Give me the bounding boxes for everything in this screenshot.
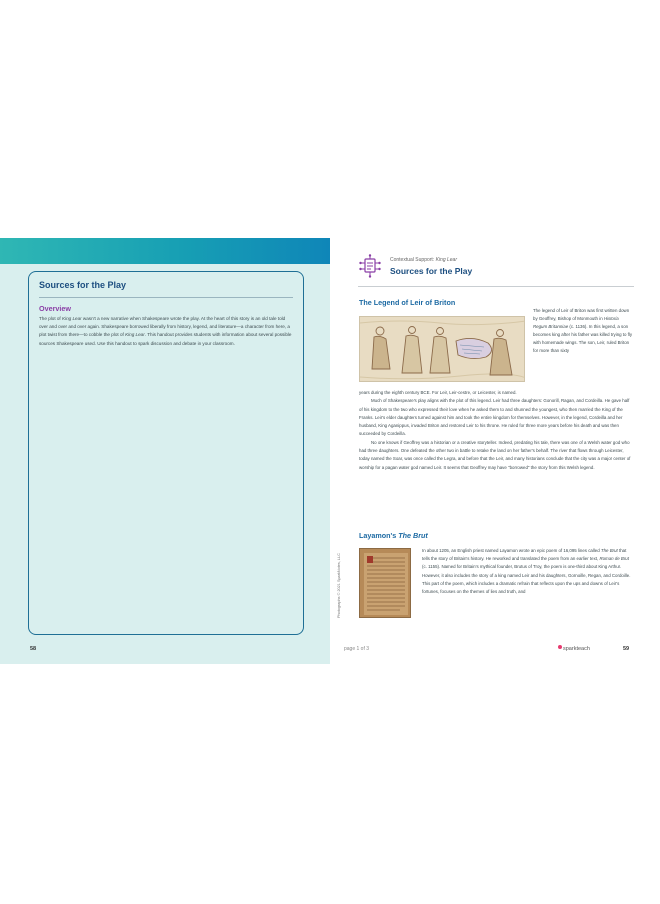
page-indicator: page 1 of 3 bbox=[344, 646, 370, 652]
header-kicker: Contextual Support: King Lear bbox=[390, 257, 457, 263]
section-heading-brut: Layamon's The Brut bbox=[359, 531, 428, 540]
manuscript-texture bbox=[360, 549, 411, 618]
right-page bbox=[330, 238, 660, 664]
header-gradient-band bbox=[0, 238, 330, 264]
manuscript-page-brut bbox=[359, 548, 411, 618]
brand-dot-icon bbox=[558, 645, 562, 649]
sources-card bbox=[28, 271, 304, 635]
page-number-right: 59 bbox=[623, 646, 630, 652]
section-heading-leir: The Legend of Leir of Briton bbox=[359, 298, 456, 307]
page-title: Sources for the Play bbox=[390, 266, 473, 276]
overview-paragraph: The plot of King Lear wasn't a new narrative when Shakespeare wrote the play. At the heart of this story is an old tale told over and over and over again. Shakespeare borrowed liberally from history, legend, and literature—a character from here, a plot twist from there—to cobble the plot of King Lear. This handout provides students with information about several possible sources Shakespeare used. Use this handout to spark discussion and debate in your classroom. bbox=[39, 316, 292, 346]
card-title: Sources for the Play bbox=[39, 280, 127, 290]
leir-body bbox=[359, 389, 634, 472]
sparkteach-logo: sparkteach bbox=[558, 645, 590, 652]
manuscript-illustration-leir bbox=[359, 316, 525, 382]
brut-paragraph: In about 1205, an English priest named Layamon wrote an epic poem of 16,095 lines called The Brut that tells the story of Britain's history. He reworked and translated the poem from an earlier text, Roman de Brut (c. 1155). Named for Britain's mythical founder, Brutus of Troy, the poem is one-third about King Arthur. However, it also includes the story of a king named Leir and his daughters, Gornoille, Regan, and Cordoille. This part of the poem, which includes a dramatic refrain that reflects upon the ups and downs of Leir's fortunes, focuses on the themes of lies and truth, and bbox=[422, 548, 631, 595]
leir-intro-paragraph: The legend of Leir of Briton was first written down by Geoffrey, Bishop of Monmouth in Historia Regum Britanniae (c. 1136). In this legend, a son becomes king after his father was killed trying to fly with homemade wings. The son, Leir, ruled Briton for more than sixty bbox=[533, 308, 633, 354]
page-number-left: 58 bbox=[30, 646, 37, 652]
photo-credit: Photographs © 2021 SparkNotes, LLC bbox=[337, 553, 341, 618]
leir-paragraph-3: No one knows if Geoffrey was a historian or a creative storyteller. Indeed, predating his tale, there was one of a Welsh water god who had three daughters. One defeated the other two in battle to retake the land on her father's behalf. The river that flows through Leicester, today named the Soar, was once called the Legra, and before that the Leir, and many historians conclude that the city was a major center of worship for a pagan water god named Leir. It seems that Geoffrey may have "borrowed" the story from this Welsh legend. bbox=[359, 439, 631, 470]
illustration-figures bbox=[360, 317, 525, 382]
document-sources-icon bbox=[358, 254, 382, 278]
left-page bbox=[0, 238, 330, 664]
leir-continuation: years during the eighth century BCE. For Leir, Leir-cestre, or Leicester, is named. bbox=[359, 390, 517, 395]
card-divider bbox=[39, 297, 293, 298]
header-divider bbox=[358, 286, 634, 287]
photo-credit-wrap bbox=[337, 553, 347, 698]
book-spread bbox=[0, 238, 660, 664]
leir-paragraph-2: Much of Shakespeare's play aligns with the plot of this legend. Leir had three daughters: Gonorill, Ragan, and Cordeilla. He gave half of his kingdom to the two who expressed their love when he asked them to and shunned the youngest, who then married the King of the Franks. Leir's elder daughters turned against him and took the entire kingdom for themselves. However, in the legend, Cordeilla and her husband, King Aganippus, invaded Briton and restored Leir to his throne. He ruled for three more years before his death and was then succeeded by Cordeilla. bbox=[359, 398, 630, 437]
overview-heading: Overview bbox=[39, 304, 71, 313]
